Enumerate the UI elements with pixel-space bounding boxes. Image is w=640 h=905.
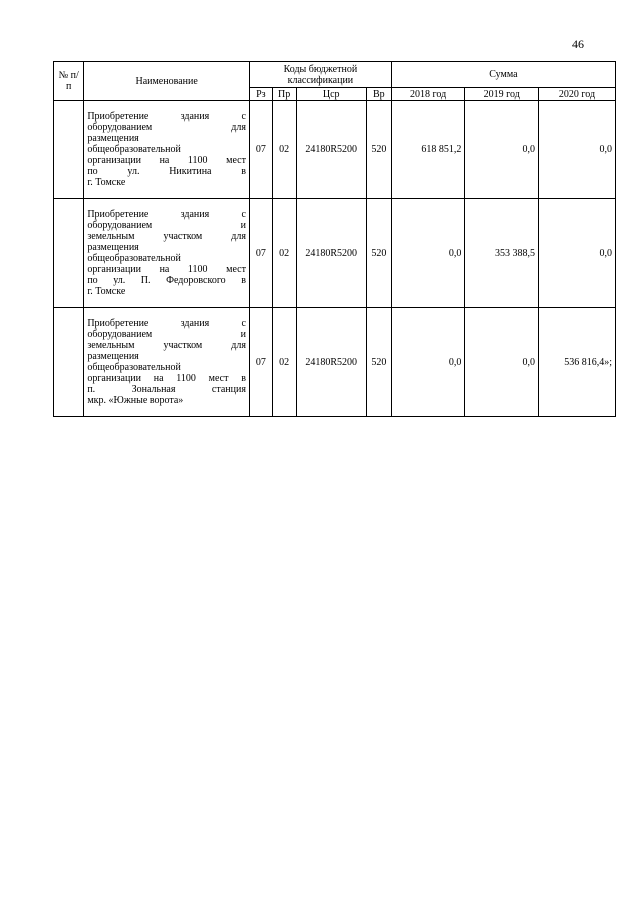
header-rz: Рз: [249, 88, 272, 101]
name-line: общеобразовательной: [87, 253, 181, 264]
row-name: [84, 199, 250, 308]
header-num: № п/п: [54, 62, 84, 101]
row-2019: 0,0: [465, 308, 539, 417]
row-name: [84, 101, 250, 199]
name-line: оборудованием для: [87, 122, 246, 133]
row-rz: 07: [249, 101, 272, 199]
row-2020: 0,0: [539, 199, 616, 308]
row-csr: 24180R5200: [296, 199, 366, 308]
name-line: организации на 1100 мест: [87, 155, 246, 166]
row-2020: 0,0: [539, 101, 616, 199]
row-2018: 618 851,2: [391, 101, 465, 199]
name-line: размещения: [87, 351, 139, 362]
name-line: п. Зональная станция: [87, 384, 246, 395]
row-name: [84, 308, 250, 417]
header-2019: 2019 год: [465, 88, 539, 101]
row-csr: 24180R5200: [296, 101, 366, 199]
row-2020: 536 816,4»;: [539, 308, 616, 417]
row-pr: 02: [272, 308, 296, 417]
name-line: Приобретение здания с: [87, 111, 246, 122]
header-name: Наименование: [84, 62, 250, 101]
row-2019: 0,0: [465, 101, 539, 199]
name-line: по ул. П. Федоровского в: [87, 275, 246, 286]
name-line: общеобразовательной: [87, 362, 181, 373]
row-num: [54, 308, 84, 417]
table-row: [54, 308, 616, 417]
row-num: [54, 101, 84, 199]
table-row: [54, 199, 616, 308]
row-csr: 24180R5200: [296, 308, 366, 417]
header-codes-group: Коды бюджетной классификации: [249, 62, 391, 88]
name-line: Приобретение здания с: [87, 209, 246, 220]
name-line: земельным участком для: [87, 231, 246, 242]
row-vr: 520: [366, 199, 391, 308]
header-2020: 2020 год: [539, 88, 616, 101]
row-num: [54, 199, 84, 308]
budget-table: [53, 61, 616, 417]
name-line: оборудованием и: [87, 220, 246, 231]
name-line: оборудованием и: [87, 329, 246, 340]
row-pr: 02: [272, 199, 296, 308]
row-rz: 07: [249, 308, 272, 417]
name-line: по ул. Никитина в: [87, 166, 246, 177]
row-vr: 520: [366, 101, 391, 199]
name-line: размещения: [87, 133, 139, 144]
name-line: размещения: [87, 242, 139, 253]
page-number: 46: [572, 37, 584, 51]
name-line: организации на 1100 мест в: [87, 373, 246, 384]
name-line: мкр. «Южные ворота»: [87, 395, 184, 406]
header-csr: Цср: [296, 88, 366, 101]
name-line: общеобразовательной: [87, 144, 181, 155]
table-row: [54, 101, 616, 199]
name-line: Приобретение здания с: [87, 318, 246, 329]
row-pr: 02: [272, 101, 296, 199]
row-2018: 0,0: [391, 199, 465, 308]
header-vr: Вр: [366, 88, 391, 101]
row-2018: 0,0: [391, 308, 465, 417]
row-2019: 353 388,5: [465, 199, 539, 308]
name-line: организации на 1100 мест: [87, 264, 246, 275]
header-pr: Пр: [272, 88, 296, 101]
name-line: г. Томске: [87, 177, 126, 188]
row-rz: 07: [249, 199, 272, 308]
row-vr: 520: [366, 308, 391, 417]
header-sum-group: Сумма: [391, 62, 615, 88]
name-line: г. Томске: [87, 286, 126, 297]
name-line: земельным участком для: [87, 340, 246, 351]
header-2018: 2018 год: [391, 88, 465, 101]
